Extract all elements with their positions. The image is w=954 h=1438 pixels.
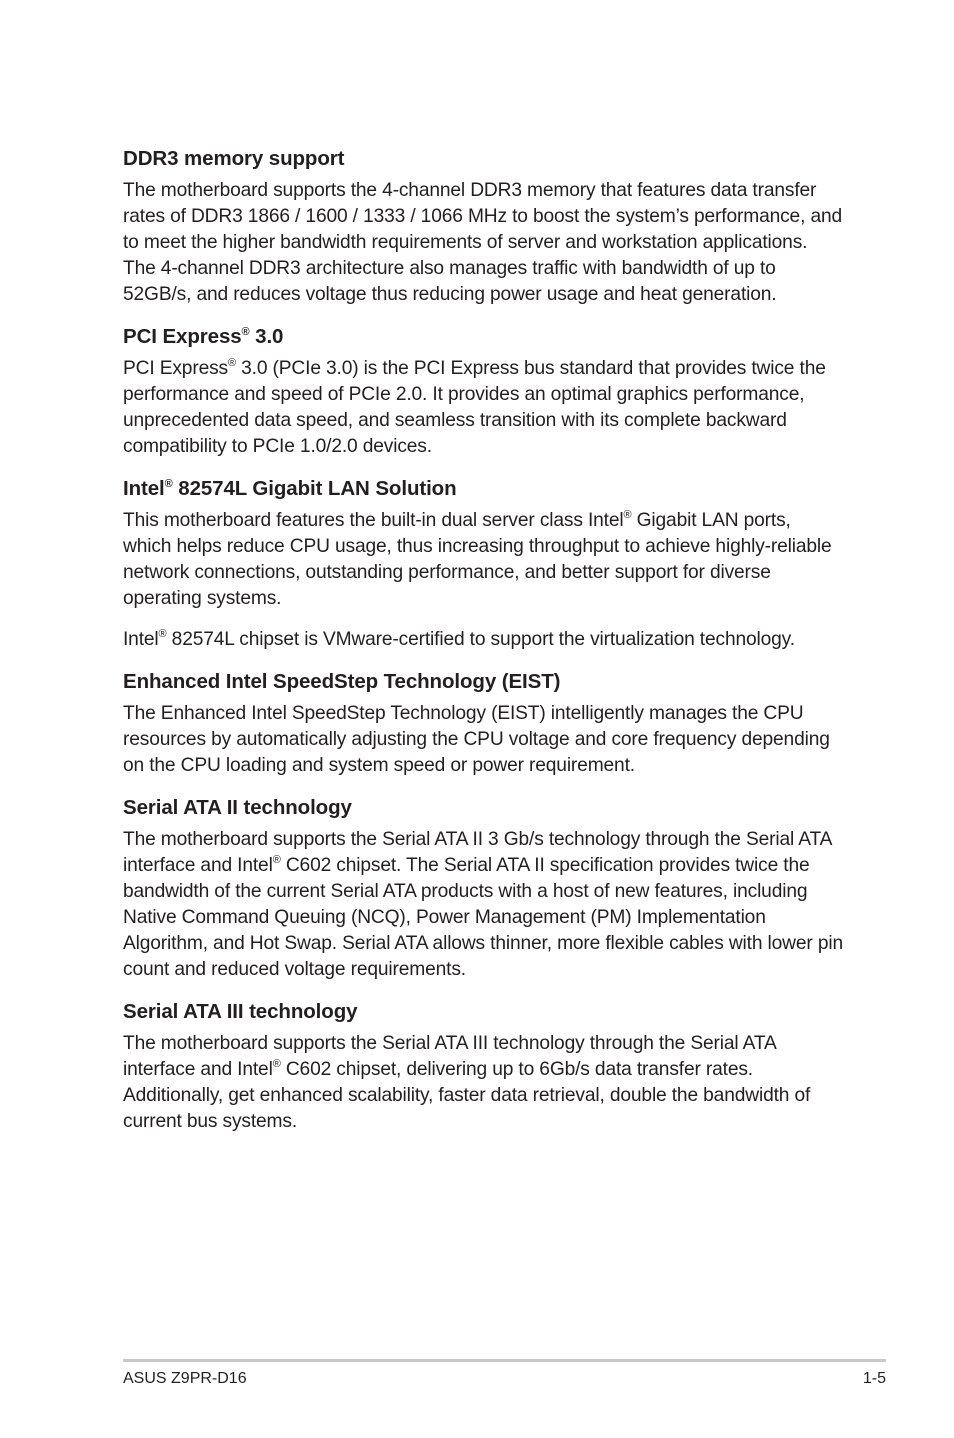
section-paragraph: PCI Express® 3.0 (PCIe 3.0) is the PCI Express bus standard that provides twice the performance and speed of PCIe 2.0. It provides an optimal graphics performance, unprecedented data speed, and seamless transition with its complete backward compatibility to PCIe 1.0/2.0 devices. [123, 356, 826, 457]
section-ddr3 [123, 146, 843, 308]
section-heading: Serial ATA II technology [123, 796, 352, 819]
section-sata-ii [123, 795, 843, 983]
section-paragraph: The motherboard supports the Serial ATA II 3 Gb/s technology through the Serial ATA interface and Intel® C602 chipset. The Serial ATA II specification provides twice the bandwidth of the current Serial ATA products with a host of new features, including Native Command Queuing (NCQ), Power Management (PM) Implementation Algorithm, and Hot Swap. Serial ATA allows thinner, more flexible cables with lower pin count and reduced voltage requirements. [123, 829, 843, 980]
section-paragraph: The Enhanced Intel SpeedStep Technology (EIST) intelligently manages the CPU resources by automatically adjusting the CPU voltage and core frequency depending on the CPU loading and system speed or power requirement. [123, 703, 830, 776]
section-paragraph: This motherboard features the built-in dual server class Intel® Gigabit LAN ports, which helps reduce CPU usage, thus increasing throughput to achieve highly-reliable network connections, outstanding performance, and better support for diverse operating systems. [123, 508, 832, 609]
section-intel-lan [123, 476, 843, 653]
section-pci-express [123, 324, 843, 460]
section-heading: PCI Express® 3.0 [123, 325, 284, 348]
section-sata-iii [123, 999, 843, 1135]
section-paragraph: Intel® 82574L chipset is VMware-certified to support the virtualization technology. [123, 627, 795, 650]
section-paragraph: The motherboard supports the Serial ATA III technology through the Serial ATA interface and Intel® C602 chipset, delivering up to 6Gb/s data transfer rates. Additionally, get enhanced scalability, faster data retrieval, double the bandwidth of current bus systems. [123, 1033, 811, 1132]
page-content [123, 146, 843, 1135]
footer-page-number: 1-5 [862, 1370, 886, 1387]
section-heading: DDR3 memory support [123, 147, 345, 170]
section-heading: Intel® 82574L Gigabit LAN Solution [123, 477, 457, 500]
section-heading: Enhanced Intel SpeedStep Technology (EIST) [123, 670, 561, 693]
footer-product-name: ASUS Z9PR-D16 [123, 1370, 247, 1387]
footer-divider [123, 1359, 886, 1362]
section-paragraph: The motherboard supports the 4-channel DDR3 memory that features data transfer rates of DDR3 1866 / 1600 / 1333 / 1066 MHz to boost the system’s performance, and to meet the higher bandwidth requirements of server and workstation applications. The 4-channel DDR3 architecture also manages traffic with bandwidth of up to 52GB/s, and reduces voltage thus reducing power usage and heat generation. [123, 180, 843, 305]
section-eist [123, 669, 843, 779]
section-heading: Serial ATA III technology [123, 1000, 358, 1023]
